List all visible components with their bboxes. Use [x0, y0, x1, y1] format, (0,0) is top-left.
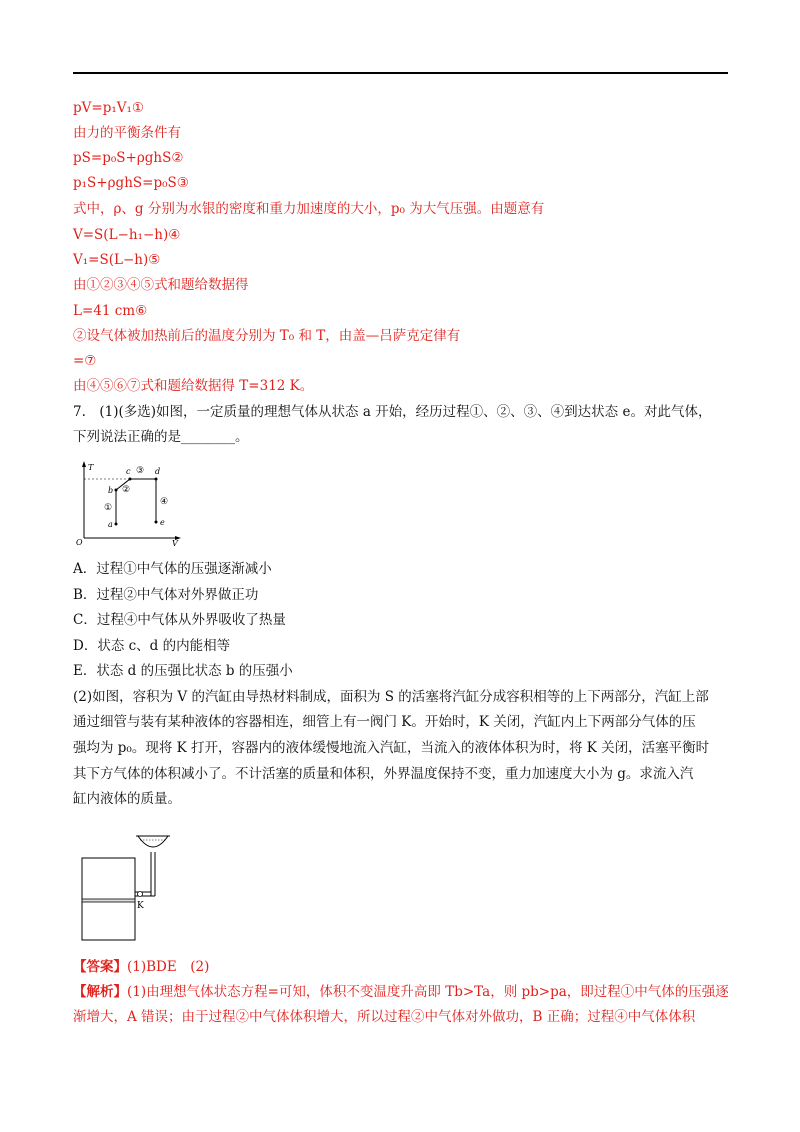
- point-d: d: [155, 467, 161, 476]
- answer-text: (1)BDE (2): [127, 959, 210, 975]
- part2-text: 通过细管与装有某种液体的容器相连，细管上有一阀门 K。开始时，K 关闭，汽缸内上下两部分气体的压: [73, 714, 696, 730]
- solution-line: 式中，ρ、g 分别为水银的密度和重力加速度的大小，p₀ 为大气压强。由题意有: [73, 201, 545, 217]
- analysis-text: (1)由理想气体状态方程=可知，体积不变温度升高即 Tb>Ta，则 pb>pa，即过程①中气体的压强逐: [127, 984, 729, 1000]
- solution-line: 由力的平衡条件有: [73, 125, 181, 141]
- point-a: a: [108, 520, 113, 529]
- solution-line: pS=p₀S+ρghS②: [73, 150, 184, 166]
- part2-text: 缸内液体的质量。: [73, 791, 181, 807]
- tv-graph: [74, 458, 184, 548]
- solution-line: L=41 cm⑥: [73, 303, 148, 319]
- analysis-label: 【解析】: [73, 984, 127, 1000]
- option-d: D．状态 c、d 的内能相等: [73, 638, 231, 654]
- option-e: E．状态 d 的压强比状态 b 的压强小: [73, 663, 293, 679]
- solution-line: V₁=S(L−h)⑤: [73, 252, 161, 268]
- process-2: ②: [122, 485, 131, 495]
- solution-line: V=S(L−h₁−h)④: [73, 227, 181, 243]
- cylinder-diagram: [78, 826, 188, 946]
- axis-label-t: T: [88, 463, 94, 472]
- axis-label-v: V: [172, 539, 178, 548]
- part2-text: 强均为 p₀。现将 K 打开，容器内的液体缓慢地流入汽缸，当流入的液体体积为时，将 K 关闭，活塞平衡时: [73, 740, 710, 756]
- part2-text: (2)如图，容积为 V 的汽缸由导热材料制成，面积为 S 的活塞将汽缸分成容积相等的上下两部分，汽缸上部: [73, 689, 709, 705]
- answer-label: 【答案】: [73, 959, 127, 975]
- answer-line: [73, 958, 209, 976]
- question-stem: 下列说法正确的是________。: [73, 429, 249, 445]
- solution-line: =⑦: [73, 353, 97, 369]
- solution-line: 由④⑤⑥⑦式和题给数据得 T=312 K。: [73, 378, 314, 394]
- option-c: C．过程④中气体从外界吸收了热量: [73, 612, 286, 628]
- origin-label: O: [76, 538, 83, 547]
- process-1: ①: [104, 503, 113, 513]
- process-3: ③: [136, 466, 145, 476]
- solution-line: p₁S+ρghS=p₀S③: [73, 175, 189, 191]
- valve-label: K: [137, 901, 144, 911]
- solution-line: pV=p₁V₁①: [73, 100, 145, 116]
- process-4: ④: [160, 497, 169, 507]
- part2-text: 其下方气体的体积减小了。不计活塞的质量和体积，外界温度保持不变，重力加速度大小为 g。求流入汽: [73, 766, 694, 782]
- point-e: e: [160, 518, 165, 527]
- option-b: B．过程②中气体对外界做正功: [73, 587, 259, 603]
- solution-line: ②设气体被加热前后的温度分别为 T₀ 和 T，由盖—吕萨克定律有: [73, 328, 461, 344]
- solution-line: 由①②③④⑤式和题给数据得: [73, 277, 249, 293]
- analysis-line: [73, 983, 729, 1001]
- analysis-line-2: 渐增大，A 错误；由于过程②中气体体积增大，所以过程②中气体对外做功，B 正确；过程④中气体体积: [73, 1009, 696, 1025]
- point-b: b: [108, 486, 114, 495]
- header-rule: [73, 72, 728, 74]
- option-a: A．过程①中气体的压强逐渐减小: [73, 561, 272, 577]
- point-c: c: [126, 467, 131, 476]
- question-stem: 7. (1)(多选)如图，一定质量的理想气体从状态 a 开始，经历过程①、②、③、④到达状态 e。对此气体，: [73, 404, 712, 420]
